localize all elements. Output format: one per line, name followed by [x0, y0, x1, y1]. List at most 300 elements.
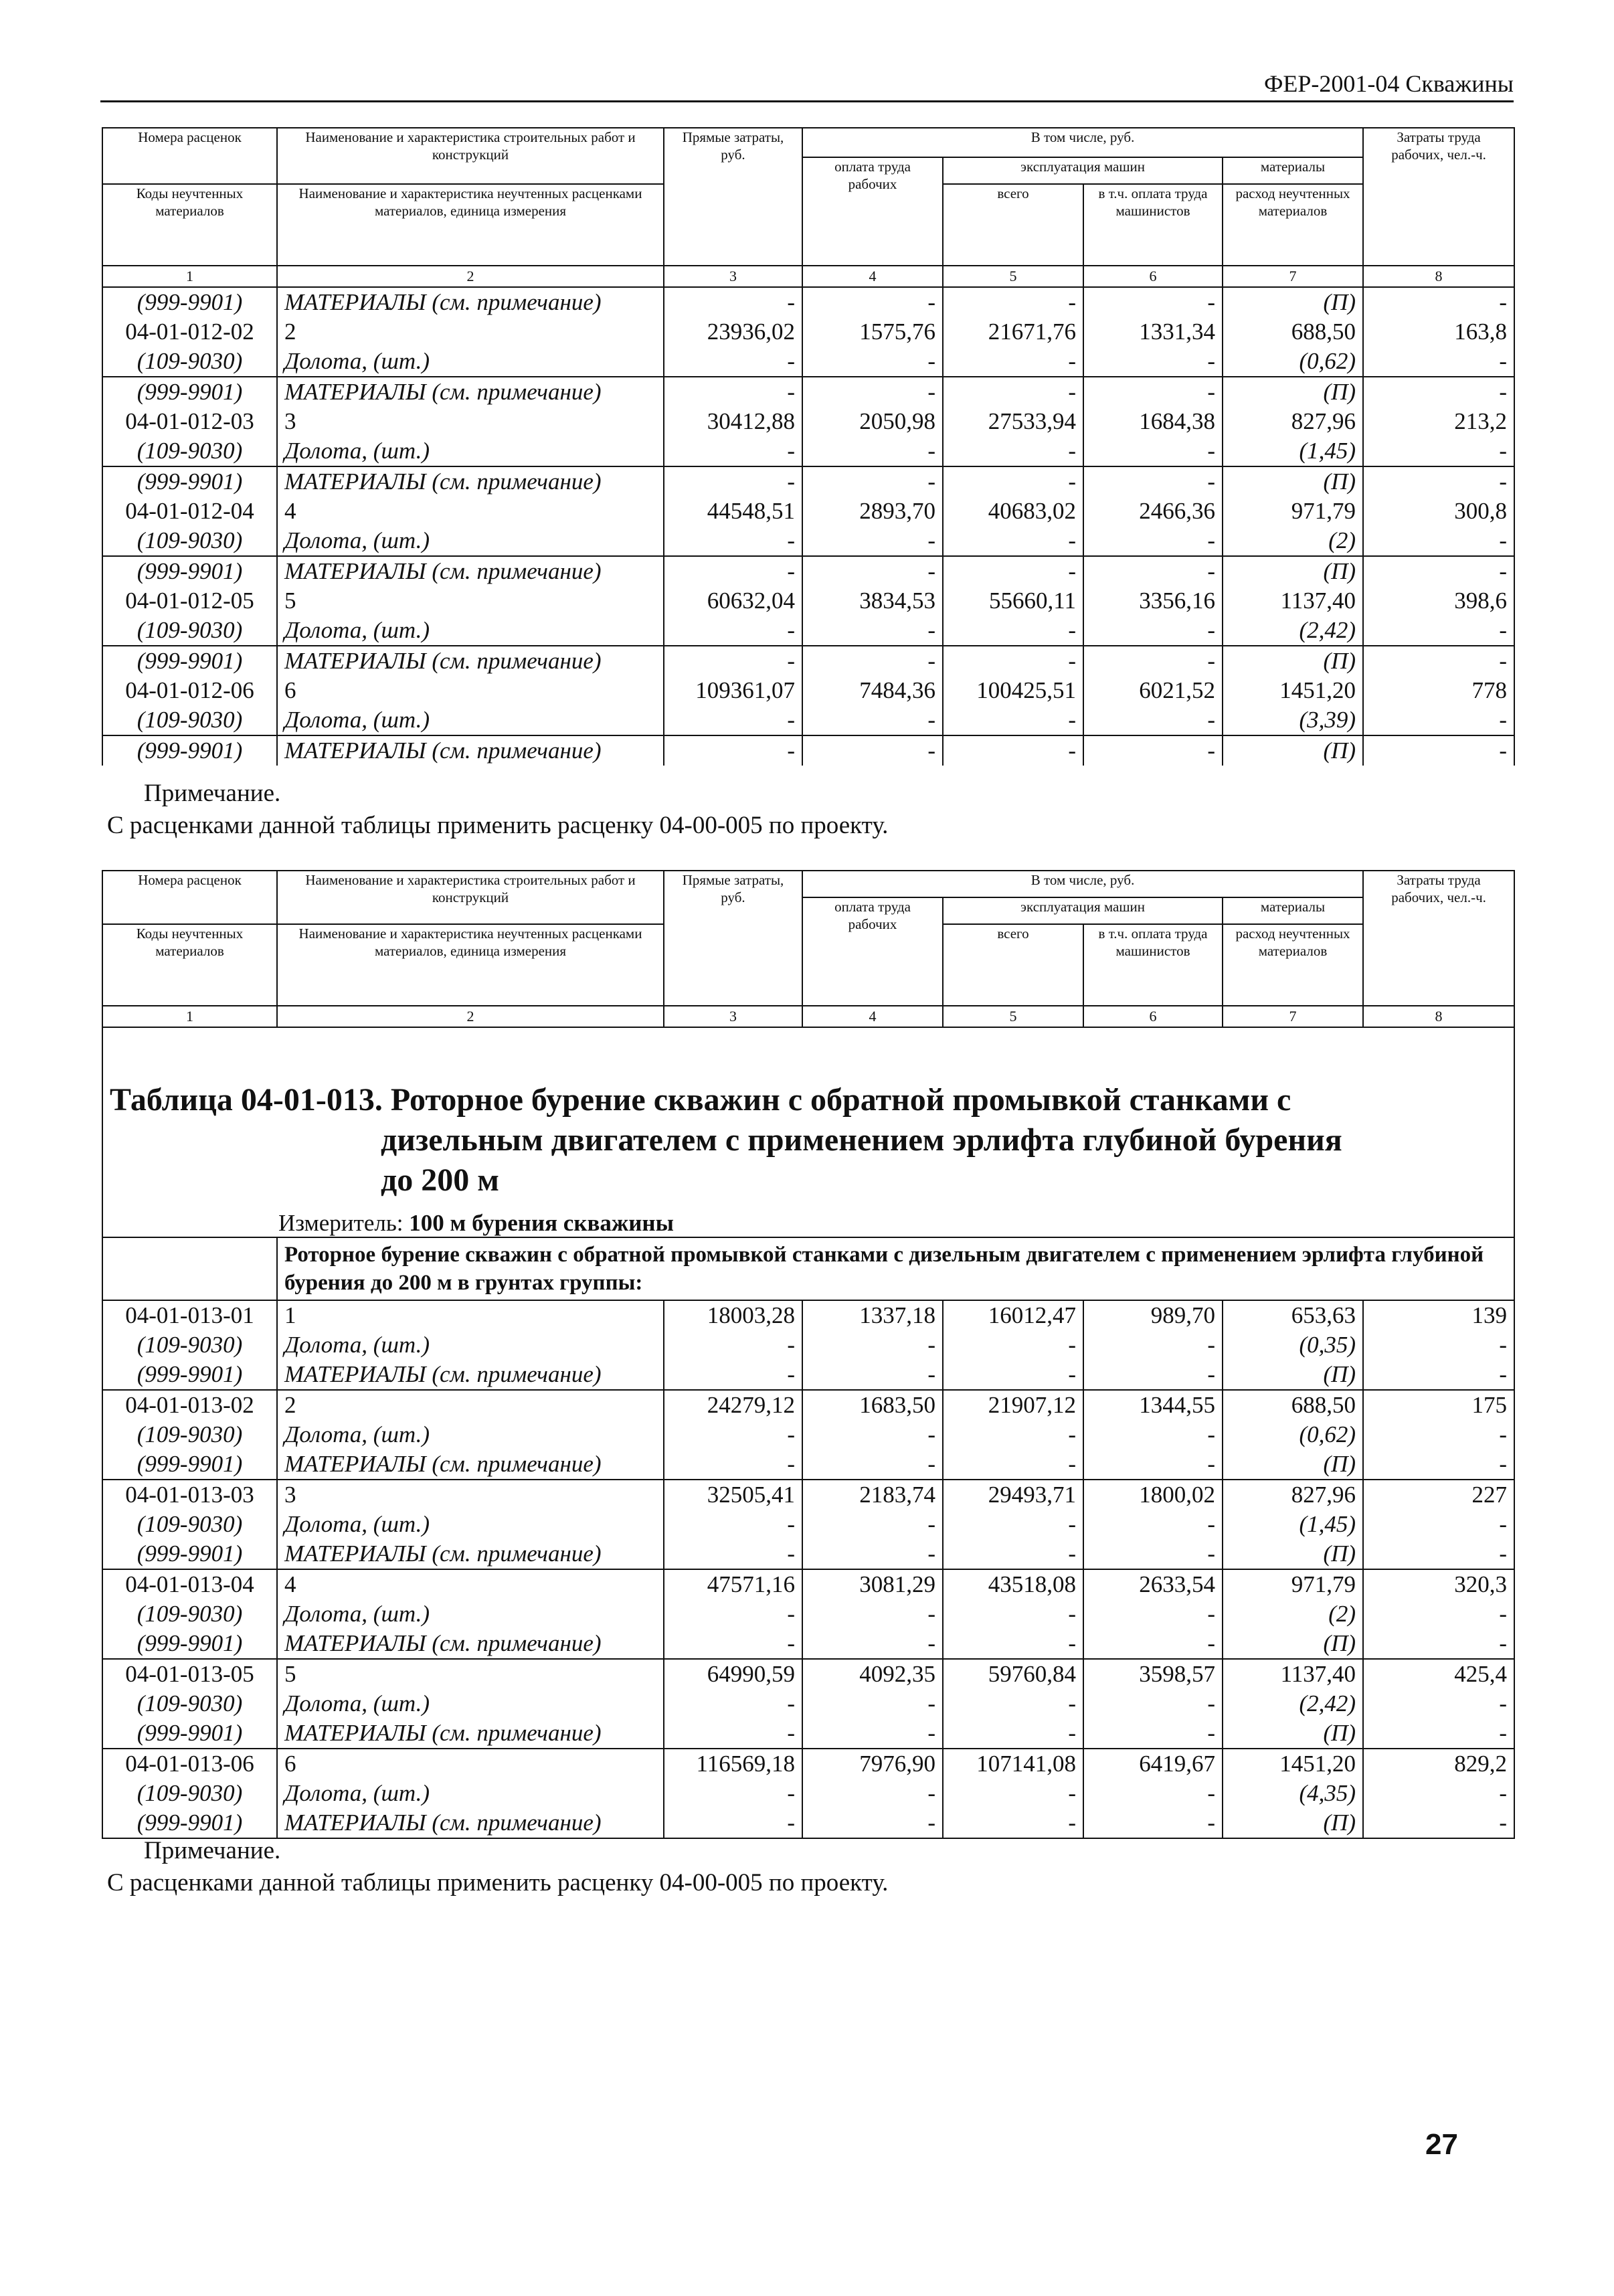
col-labor-pay-header: оплата труда рабочих	[802, 157, 943, 266]
table-cell: -	[1363, 1420, 1514, 1449]
table-cell: -	[1363, 1330, 1514, 1360]
table-cell: 04-01-012-03	[102, 407, 277, 436]
table-cell: -	[1083, 287, 1223, 317]
table-cell: 1137,40	[1223, 1659, 1363, 1689]
table-cell: -	[943, 1718, 1083, 1749]
table-cell: -	[943, 347, 1083, 377]
table-cell: -	[943, 1539, 1083, 1569]
table-row	[102, 436, 1514, 466]
col-direct-costs-header: Прямые затраты, руб.	[664, 128, 802, 266]
table-cell: (109-9030)	[102, 1689, 277, 1718]
table-cell: (109-9030)	[102, 616, 277, 646]
table-cell: Долота, (шт.)	[277, 1689, 664, 1718]
table-cell: -	[1083, 646, 1223, 676]
table-cell: -	[943, 377, 1083, 407]
table-cell: 24279,12	[664, 1390, 802, 1420]
table-cell: Долота, (шт.)	[277, 1599, 664, 1629]
table-cell: 163,8	[1363, 317, 1514, 347]
table-cell: -	[1363, 436, 1514, 466]
table-cell: (П)	[1223, 1449, 1363, 1480]
table-cell: -	[1363, 705, 1514, 735]
table-row	[102, 586, 1514, 616]
table-cell: -	[802, 616, 943, 646]
table-cell: 213,2	[1363, 407, 1514, 436]
col-including-header: В том числе, руб.	[802, 871, 1363, 897]
table-cell: -	[1083, 1718, 1223, 1749]
table-cell: 827,96	[1223, 1480, 1363, 1510]
table-cell: -	[802, 735, 943, 766]
table-cell: 04-01-013-03	[102, 1480, 277, 1510]
table-cell: -	[802, 526, 943, 556]
table-cell: -	[802, 1360, 943, 1390]
table-cell: -	[1363, 526, 1514, 556]
table-cell: (109-9030)	[102, 347, 277, 377]
table-cell: МАТЕРИАЛЫ (см. примечание)	[277, 1360, 664, 1390]
col-work-name-header: Наименование и характеристика строительных работ и конструкций	[277, 871, 664, 924]
table-cell: (П)	[1223, 466, 1363, 497]
table-cell: 7484,36	[802, 676, 943, 705]
table-row	[102, 1300, 1514, 1330]
table-cell: -	[1363, 735, 1514, 766]
table-cell: 107141,08	[943, 1749, 1083, 1779]
column-number: 4	[802, 1006, 943, 1027]
table-cell: 4092,35	[802, 1659, 943, 1689]
table-cell: (999-9901)	[102, 287, 277, 317]
column-number: 6	[1083, 1006, 1223, 1027]
table-cell: 04-01-013-05	[102, 1659, 277, 1689]
table-cell: -	[1363, 616, 1514, 646]
table-cell: -	[1083, 1808, 1223, 1838]
table-cell: 04-01-013-02	[102, 1390, 277, 1420]
table-cell: 6419,67	[1083, 1749, 1223, 1779]
table-cell: -	[1363, 1510, 1514, 1539]
table-cell: (109-9030)	[102, 1420, 277, 1449]
table-cell: -	[1083, 1330, 1223, 1360]
table-cell: (999-9901)	[102, 1718, 277, 1749]
table-cell: (109-9030)	[102, 436, 277, 466]
table-cell: 04-01-012-05	[102, 586, 277, 616]
table-cell: -	[1363, 1360, 1514, 1390]
col-materials-expense-header: расход неучтенных материалов	[1223, 924, 1363, 1006]
rates-table-013	[102, 870, 1515, 1839]
table-cell: 21907,12	[943, 1390, 1083, 1420]
column-number: 1	[102, 1006, 277, 1027]
table-cell: 6021,52	[1083, 676, 1223, 705]
table-row	[102, 1330, 1514, 1360]
table-cell: 04-01-013-01	[102, 1300, 277, 1330]
table-cell: 3	[277, 407, 664, 436]
table-cell: -	[1363, 287, 1514, 317]
table-cell: 04-01-013-06	[102, 1749, 277, 1779]
col-materials-header: материалы	[1223, 897, 1363, 924]
column-number: 1	[102, 266, 277, 287]
table-cell: -	[1363, 377, 1514, 407]
column-number: 3	[664, 266, 802, 287]
table-cell: -	[1083, 1360, 1223, 1390]
table-cell: -	[943, 1420, 1083, 1449]
table-cell: -	[1363, 1539, 1514, 1569]
table-cell: -	[1083, 1539, 1223, 1569]
table-cell: (П)	[1223, 1539, 1363, 1569]
table-row	[102, 676, 1514, 705]
table-cell: -	[1363, 556, 1514, 586]
table-cell: -	[943, 616, 1083, 646]
table-cell: МАТЕРИАЛЫ (см. примечание)	[277, 1718, 664, 1749]
table-header	[102, 128, 1514, 287]
col-machines-header: эксплуатация машин	[943, 897, 1223, 924]
col-work-name-header: Наименование и характеристика строительных работ и конструкций	[277, 128, 664, 184]
table-cell: -	[802, 347, 943, 377]
table-cell: 2633,54	[1083, 1569, 1223, 1599]
rates-table-012	[102, 127, 1515, 766]
table-cell: -	[802, 1718, 943, 1749]
table-cell: 1800,02	[1083, 1480, 1223, 1510]
column-number: 5	[943, 1006, 1083, 1027]
column-number: 8	[1363, 266, 1514, 287]
table-cell: 04-01-013-04	[102, 1569, 277, 1599]
table-cell: (109-9030)	[102, 1599, 277, 1629]
table-cell: -	[943, 705, 1083, 735]
table-cell: -	[802, 1330, 943, 1360]
table-cell: -	[1363, 466, 1514, 497]
table-cell: -	[1363, 1689, 1514, 1718]
column-numbers-row	[102, 266, 1514, 287]
col-materials-header: материалы	[1223, 157, 1363, 184]
column-number: 2	[277, 1006, 664, 1027]
table-cell: -	[802, 377, 943, 407]
table-cell: -	[802, 1510, 943, 1539]
table-cell: 3	[277, 1480, 664, 1510]
table-cell: -	[1083, 377, 1223, 407]
table-title: Таблица 04-01-013. Роторное бурение скважин с обратной промывкой станками с дизельным двигателем с применением эрлифта глубиной бурения до 200 м	[110, 1082, 1342, 1198]
table-cell: 04-01-012-04	[102, 497, 277, 526]
table-row	[102, 1689, 1514, 1718]
table-cell: -	[664, 1449, 802, 1480]
table-cell: 320,3	[1363, 1569, 1514, 1599]
table-cell: -	[1083, 466, 1223, 497]
table-cell: -	[664, 1330, 802, 1360]
table-cell: 688,50	[1223, 1390, 1363, 1420]
column-numbers-row	[102, 1006, 1514, 1027]
table-cell: МАТЕРИАЛЫ (см. примечание)	[277, 1629, 664, 1659]
table-row	[102, 1569, 1514, 1599]
table-row	[102, 526, 1514, 556]
table-cell: Долота, (шт.)	[277, 347, 664, 377]
table-cell: -	[664, 1779, 802, 1808]
table-cell: -	[664, 1360, 802, 1390]
table-cell: 29493,71	[943, 1480, 1083, 1510]
table-cell: 688,50	[1223, 317, 1363, 347]
table-cell: (0,35)	[1223, 1330, 1363, 1360]
table-cell: 2	[277, 317, 664, 347]
note-title: Примечание.	[144, 780, 281, 807]
measure-unit: Измеритель: 100 м бурения скважины	[278, 1210, 674, 1236]
table-cell: 6	[277, 1749, 664, 1779]
table-cell: МАТЕРИАЛЫ (см. примечание)	[277, 735, 664, 766]
table-cell: 1451,20	[1223, 676, 1363, 705]
table-cell: 989,70	[1083, 1300, 1223, 1330]
table-cell: 4	[277, 1569, 664, 1599]
table-cell: 6	[277, 676, 664, 705]
table-cell: -	[943, 287, 1083, 317]
table-cell: -	[664, 347, 802, 377]
table-cell: -	[664, 526, 802, 556]
table-cell: -	[664, 287, 802, 317]
col-machinists-pay-header: в т.ч. оплата труда машинистов	[1083, 184, 1223, 266]
table-cell: 175	[1363, 1390, 1514, 1420]
table-cell: 27533,94	[943, 407, 1083, 436]
table-cell: -	[664, 1539, 802, 1569]
table-cell: 827,96	[1223, 407, 1363, 436]
table-row	[102, 646, 1514, 676]
table-row	[102, 287, 1514, 317]
table-cell: 40683,02	[943, 497, 1083, 526]
table-row	[102, 1510, 1514, 1539]
table-cell: 139	[1363, 1300, 1514, 1330]
table-cell: -	[802, 556, 943, 586]
table-cell: -	[943, 1808, 1083, 1838]
table-cell: -	[802, 1629, 943, 1659]
col-material-codes-header: Коды неучтенных материалов	[102, 924, 277, 1006]
table-cell: -	[943, 1360, 1083, 1390]
col-labor-hours-header: Затраты труда рабочих, чел.-ч.	[1363, 871, 1514, 1006]
table-cell: -	[943, 1629, 1083, 1659]
table-cell: 7976,90	[802, 1749, 943, 1779]
table-cell: МАТЕРИАЛЫ (см. примечание)	[277, 1449, 664, 1480]
table-cell: -	[943, 1510, 1083, 1539]
table-cell: (999-9901)	[102, 1539, 277, 1569]
table-row	[102, 705, 1514, 735]
table-header	[102, 871, 1514, 1027]
table-cell: -	[664, 1599, 802, 1629]
column-number: 7	[1223, 266, 1363, 287]
table-cell: -	[664, 735, 802, 766]
table-cell: -	[1363, 646, 1514, 676]
table-cell: -	[1083, 1689, 1223, 1718]
note-title: Примечание.	[144, 1837, 281, 1864]
table-cell: -	[802, 1599, 943, 1629]
table-row	[102, 1808, 1514, 1838]
table-cell: -	[664, 556, 802, 586]
table-cell: 3356,16	[1083, 586, 1223, 616]
table-row	[102, 1599, 1514, 1629]
table-cell: 21671,76	[943, 317, 1083, 347]
table-cell: (999-9901)	[102, 735, 277, 766]
table-cell: -	[943, 1779, 1083, 1808]
column-number: 3	[664, 1006, 802, 1027]
table-cell: МАТЕРИАЛЫ (см. примечание)	[277, 1808, 664, 1838]
col-machines-total-header: всего	[943, 924, 1083, 1006]
column-number: 5	[943, 266, 1083, 287]
table-cell: (109-9030)	[102, 1510, 277, 1539]
table-cell: МАТЕРИАЛЫ (см. примечание)	[277, 556, 664, 586]
table-cell: 60632,04	[664, 586, 802, 616]
table-cell: (П)	[1223, 646, 1363, 676]
table-cell: -	[1363, 1599, 1514, 1629]
table-cell: -	[802, 1420, 943, 1449]
note-text: С расценками данной таблицы применить расценку 04-00-005 по проекту.	[107, 812, 889, 839]
note-text: С расценками данной таблицы применить расценку 04-00-005 по проекту.	[107, 1869, 889, 1896]
table-cell: 64990,59	[664, 1659, 802, 1689]
table-cell: -	[664, 705, 802, 735]
table-cell: 3598,57	[1083, 1659, 1223, 1689]
table-cell: -	[943, 1689, 1083, 1718]
table-cell: 227	[1363, 1480, 1514, 1510]
table-cell: (П)	[1223, 1629, 1363, 1659]
table-cell: МАТЕРИАЛЫ (см. примечание)	[277, 287, 664, 317]
col-machines-header: эксплуатация машин	[943, 157, 1223, 184]
table-cell: 1331,34	[1083, 317, 1223, 347]
table-cell: (2,42)	[1223, 616, 1363, 646]
table-cell: (П)	[1223, 287, 1363, 317]
table-cell: 971,79	[1223, 497, 1363, 526]
table-row	[102, 1718, 1514, 1749]
table-cell: 59760,84	[943, 1659, 1083, 1689]
table-cell: Долота, (шт.)	[277, 1420, 664, 1449]
table-cell: 32505,41	[664, 1480, 802, 1510]
table-cell: -	[802, 1808, 943, 1838]
table-row	[102, 377, 1514, 407]
table-cell: 55660,11	[943, 586, 1083, 616]
column-number: 7	[1223, 1006, 1363, 1027]
table-cell: -	[1363, 1779, 1514, 1808]
table-cell: -	[1363, 347, 1514, 377]
table-cell: (109-9030)	[102, 1330, 277, 1360]
table-cell: (4,35)	[1223, 1779, 1363, 1808]
table-cell: 30412,88	[664, 407, 802, 436]
table-row	[102, 1629, 1514, 1659]
table-row	[102, 1659, 1514, 1689]
header-rule	[100, 100, 1514, 102]
table-cell: -	[943, 1330, 1083, 1360]
table-cell: (3,39)	[1223, 705, 1363, 735]
table-cell: -	[802, 466, 943, 497]
table-cell: 971,79	[1223, 1569, 1363, 1599]
table-cell: МАТЕРИАЛЫ (см. примечание)	[277, 377, 664, 407]
table-cell: 2466,36	[1083, 497, 1223, 526]
table-cell: (999-9901)	[102, 1360, 277, 1390]
table-cell: 23936,02	[664, 317, 802, 347]
table-cell: (0,62)	[1223, 347, 1363, 377]
table-cell: -	[802, 1779, 943, 1808]
table-cell: -	[943, 735, 1083, 766]
table-cell: Долота, (шт.)	[277, 1510, 664, 1539]
table-cell: (109-9030)	[102, 1779, 277, 1808]
table-cell: -	[802, 646, 943, 676]
column-number: 4	[802, 266, 943, 287]
col-machines-total-header: всего	[943, 184, 1083, 266]
table-row	[102, 407, 1514, 436]
table-cell: -	[1083, 556, 1223, 586]
table-cell: -	[802, 1449, 943, 1480]
table-cell: -	[1363, 1808, 1514, 1838]
table-cell: -	[664, 1420, 802, 1449]
table-cell: -	[1083, 436, 1223, 466]
table-row	[102, 497, 1514, 526]
col-including-header: В том числе, руб.	[802, 128, 1363, 157]
col-materials-expense-header: расход неучтенных материалов	[1223, 184, 1363, 266]
page-number: 27	[1425, 2128, 1458, 2161]
column-number: 8	[1363, 1006, 1514, 1027]
table-cell: 16012,47	[943, 1300, 1083, 1330]
table-cell: -	[1363, 1718, 1514, 1749]
table-cell: -	[1083, 1629, 1223, 1659]
table-cell: -	[664, 1718, 802, 1749]
table-cell: -	[1083, 347, 1223, 377]
table-cell: -	[1083, 526, 1223, 556]
table-cell: (0,62)	[1223, 1420, 1363, 1449]
col-machinists-pay-header: в т.ч. оплата труда машинистов	[1083, 924, 1223, 1006]
table-cell: -	[802, 1539, 943, 1569]
table-cell: 1683,50	[802, 1390, 943, 1420]
table-cell: -	[664, 1808, 802, 1838]
table-cell: -	[943, 556, 1083, 586]
table-cell: -	[1083, 1779, 1223, 1808]
col-rate-number-header: Номера расценок	[102, 128, 277, 184]
table-cell: 100425,51	[943, 676, 1083, 705]
table-cell: -	[1363, 1629, 1514, 1659]
table-cell: МАТЕРИАЛЫ (см. примечание)	[277, 466, 664, 497]
table-cell: -	[664, 466, 802, 497]
table-cell: (2)	[1223, 1599, 1363, 1629]
table-cell: 5	[277, 586, 664, 616]
table-body	[102, 1300, 1514, 1838]
table-cell: -	[943, 436, 1083, 466]
table-cell: -	[943, 646, 1083, 676]
table-cell: -	[1083, 735, 1223, 766]
table-cell: МАТЕРИАЛЫ (см. примечание)	[277, 1539, 664, 1569]
table-cell: Долота, (шт.)	[277, 436, 664, 466]
table-cell: 5	[277, 1659, 664, 1689]
table-cell: (999-9901)	[102, 1629, 277, 1659]
table-cell: (999-9901)	[102, 1449, 277, 1480]
table-cell: -	[1083, 616, 1223, 646]
table-cell: -	[802, 705, 943, 735]
table-title-section	[102, 1027, 1514, 1300]
col-direct-costs-header: Прямые затраты, руб.	[664, 871, 802, 1006]
table-cell: Долота, (шт.)	[277, 616, 664, 646]
table-cell: -	[802, 1689, 943, 1718]
table-cell: 829,2	[1363, 1749, 1514, 1779]
table-cell: (999-9901)	[102, 466, 277, 497]
table-cell: (П)	[1223, 556, 1363, 586]
table-row	[102, 317, 1514, 347]
col-labor-hours-header: Затраты труда рабочих, чел.-ч.	[1363, 128, 1514, 266]
table-cell: (999-9901)	[102, 1808, 277, 1838]
table-cell: -	[943, 1449, 1083, 1480]
table-cell: 109361,07	[664, 676, 802, 705]
table-cell: -	[664, 1629, 802, 1659]
table-cell: 2	[277, 1390, 664, 1420]
col-material-name-header: Наименование и характеристика неучтенных расценками материалов, единица измерения	[277, 184, 664, 266]
table-cell: 2050,98	[802, 407, 943, 436]
table-cell: 116569,18	[664, 1749, 802, 1779]
table-row	[102, 616, 1514, 646]
table-cell: (109-9030)	[102, 526, 277, 556]
table-cell: (П)	[1223, 1718, 1363, 1749]
table-cell: 425,4	[1363, 1659, 1514, 1689]
table-cell: Долота, (шт.)	[277, 1330, 664, 1360]
table-cell: Долота, (шт.)	[277, 705, 664, 735]
col-material-codes-header: Коды неучтенных материалов	[102, 184, 277, 266]
table-cell: (999-9901)	[102, 646, 277, 676]
table-body	[102, 287, 1514, 766]
table-cell: -	[1083, 1599, 1223, 1629]
table-cell: (999-9901)	[102, 556, 277, 586]
table-row	[102, 1420, 1514, 1449]
table-cell: 04-01-012-06	[102, 676, 277, 705]
table-cell: -	[943, 1599, 1083, 1629]
